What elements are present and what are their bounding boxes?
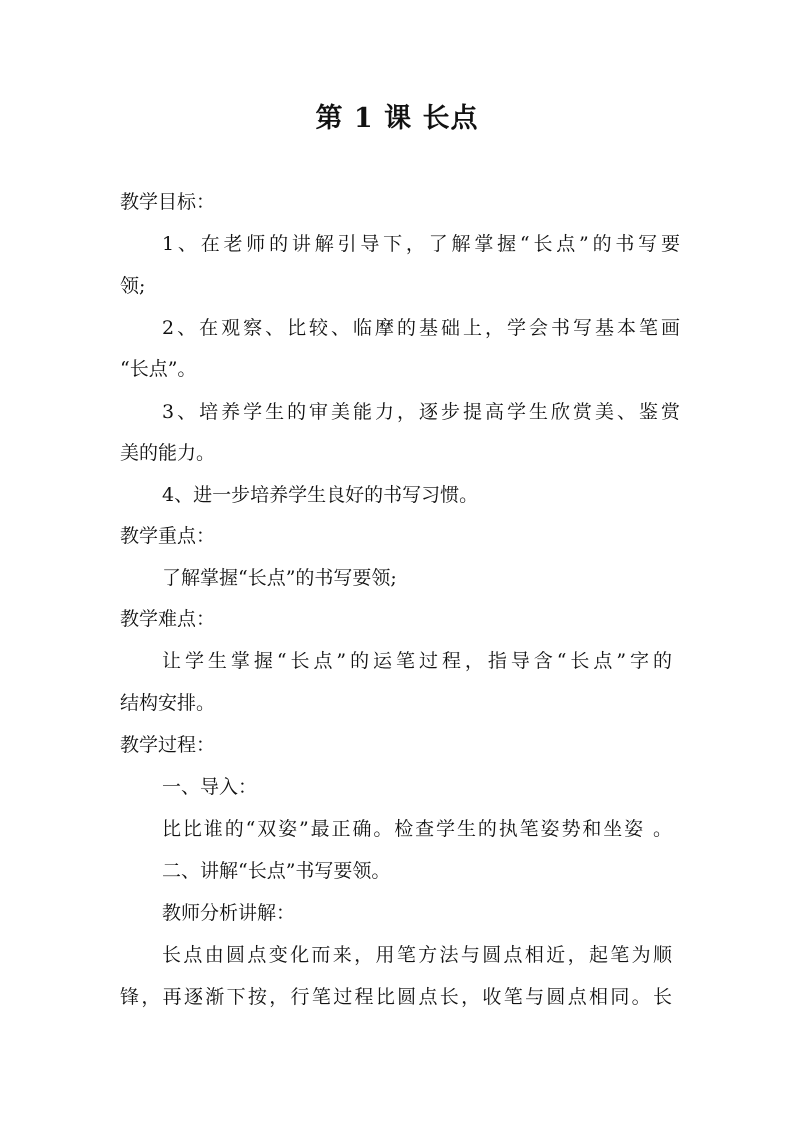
process-heading: 教学过程： [120,734,216,756]
explain-heading: 二、讲解“长点”书写要领。 [162,860,391,882]
lesson-title: 第 1 课 长点 [315,103,479,134]
key-point-text: 了解掌握“长点”的书写要领; [162,567,397,589]
key-point-heading: 教学重点： [120,525,216,547]
intro-text: 比比谁的“双姿”最正确。检查学生的执笔姿势和坐姿 。 [162,818,672,840]
objective-1-line2: 领; [120,275,146,297]
difficulty-heading: 教学难点： [120,608,216,630]
analysis-line2: 锋，再逐渐下按，行笔过程比圆点长，收笔与圆点相同。长 [120,986,672,1008]
objective-1-line1: 1、在老师的讲解引导下，了解掌握“长点”的书写要 [162,233,680,255]
intro-heading: 一、导入： [162,776,258,798]
difficulty-line2: 结构安排。 [120,692,216,714]
objective-3-line2: 美的能力。 [120,442,216,464]
objective-3-line1: 3、培养学生的审美能力，逐步提高学生欣赏美、鉴赏 [162,401,680,423]
objectives-heading: 教学目标： [120,191,216,213]
analysis-heading: 教师分析讲解： [162,902,296,924]
analysis-line1: 长点由圆点变化而来，用笔方法与圆点相近，起笔为顺 [162,944,672,966]
objective-4-line1: 4、进一步培养学生良好的书写习惯。 [162,484,479,506]
difficulty-line1: 让学生掌握“长点”的运笔过程，指导含“长点”字的 [162,650,672,672]
objective-2-line2: “长点”。 [120,358,197,380]
objective-2-line1: 2、在观察、比较、临摩的基础上，学会书写基本笔画 [162,317,680,339]
